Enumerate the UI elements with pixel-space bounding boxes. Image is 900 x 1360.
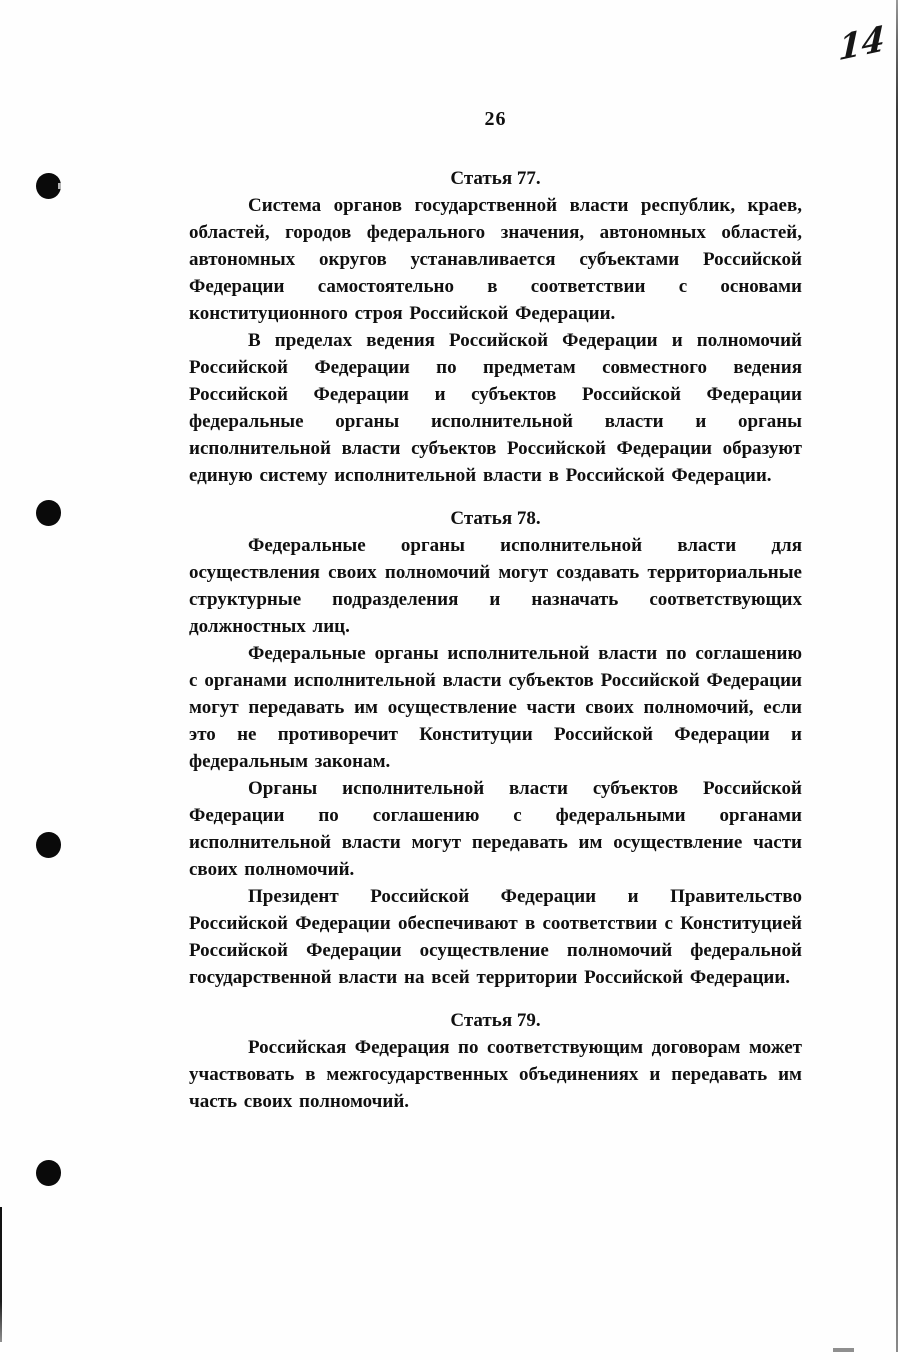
punch-hole [36, 1160, 61, 1186]
article-77-paragraph-1: Система органов государственной власти республик, краев, областей, городов федерального значения, автономных областей, автономных округов устанавливается субъектами Российской Федерации самостоятельно в соответствии с основами конституционного строя Российской Федерации. [189, 195, 802, 324]
punch-hole [36, 500, 61, 526]
document-text-column [189, 106, 802, 1115]
article-77 [189, 165, 802, 489]
article-79-heading: Статья 79. [450, 1010, 541, 1031]
handwritten-page-mark: 14 [837, 18, 886, 70]
article-78-paragraph-4: Президент Российской Федерации и Правительство Российской Федерации обеспечивают в соответствии с Конституцией Российской Федерации осуществление полномочий федеральной государственной власти на всей территории Российской Федерации. [189, 886, 802, 988]
article-79-paragraph-1: Российская Федерация по соответствующим договорам может участвовать в межгосударственных объединениях и передавать им часть своих полномочий. [189, 1037, 802, 1112]
scan-edge-left-line [0, 1207, 2, 1342]
article-77-heading: Статья 77. [450, 168, 541, 189]
article-78 [189, 505, 802, 991]
article-77-paragraph-2: В пределах ведения Российской Федерации и полномочий Российской Федерации по предметам совместного ведения Российской Федерации и субъектов Российской Федерации федеральные органы исполнительной власти и органы исполнительной власти субъектов Российской Федерации образуют единую систему исполнительной власти в Российской Федерации. [189, 330, 802, 486]
article-79 [189, 1007, 802, 1115]
article-78-heading: Статья 78. [450, 508, 541, 529]
punch-hole [36, 832, 61, 858]
article-78-paragraph-3: Органы исполнительной власти субъектов Российской Федерации по соглашению с федеральными органами исполнительной власти могут передавать им осуществление части своих полномочий. [189, 778, 802, 880]
scan-speck [58, 183, 61, 189]
article-78-paragraph-1: Федеральные органы исполнительной власти для осуществления своих полномочий могут создавать территориальные структурные подразделения и назначать соответствующих должностных лиц. [189, 535, 802, 637]
scan-mark-bottom-right [833, 1348, 854, 1352]
scan-edge-right-line [896, 0, 898, 1352]
article-78-paragraph-2: Федеральные органы исполнительной власти по соглашению с органами исполнительной власти субъектов Российской Федерации могут передавать им осуществление части своих полномочий, если это не противоречит Конституции Российской Федерации и федеральным законам. [189, 643, 802, 772]
page-number: 26 [484, 108, 507, 130]
